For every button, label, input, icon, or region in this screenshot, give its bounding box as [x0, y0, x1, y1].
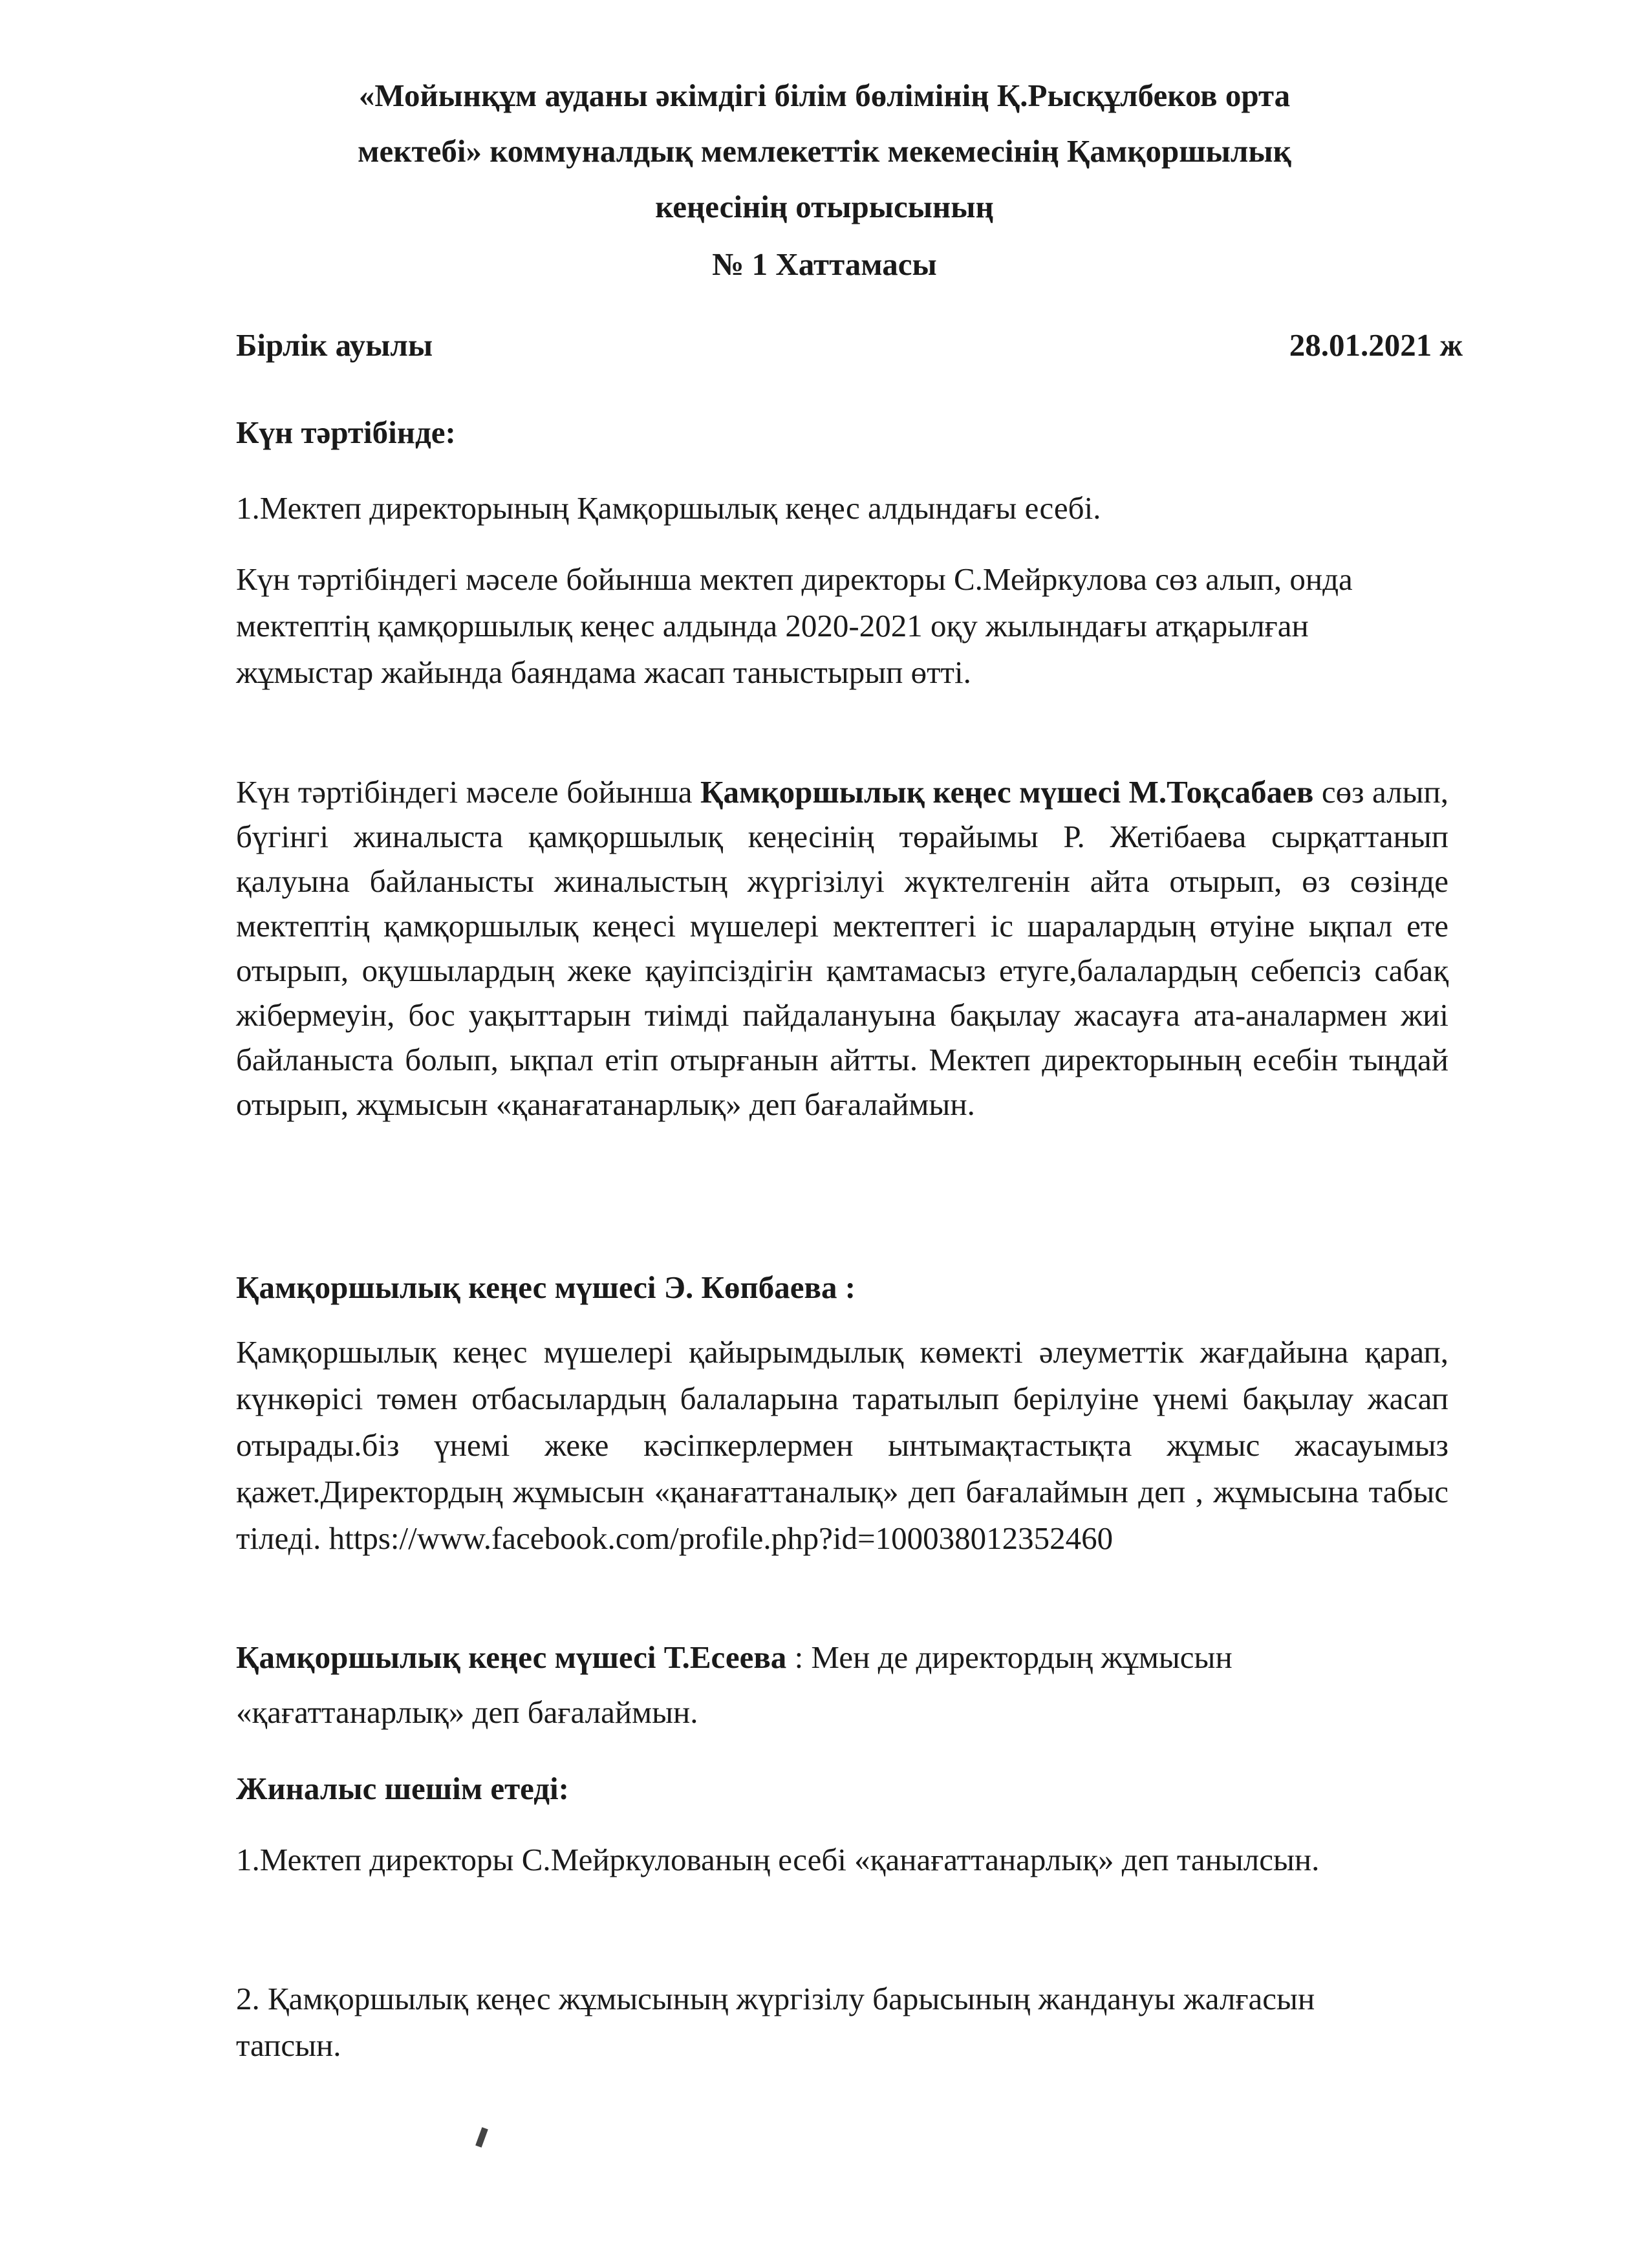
decision-title: Жиналыс шешім етеді:	[236, 1771, 569, 1806]
toksabaev-speech-paragraph	[236, 770, 1448, 1127]
toksabaev-speaker: Қамқоршылық кеңес мүшесі М.Тоқсабаев	[700, 774, 1314, 810]
protocol-number: № 1 Хаттамасы	[712, 246, 937, 282]
meeting-place: Бірлік ауылы	[236, 327, 433, 363]
eseeva-speaker: Қамқоршылық кеңес мүшесі Т.Есеева	[236, 1639, 787, 1675]
ink-mark	[475, 2127, 488, 2148]
agenda-item-1: 1.Мектеп директорының Қамқоршылық кеңес алдындағы есебі.	[236, 490, 1101, 526]
header-line-3: кеңесінің отырысының	[655, 189, 994, 224]
toksabaev-intro: Күн тәртібіндегі мәселе бойынша	[236, 774, 700, 810]
header-line-1: «Мойынқұм ауданы әкімдігі білім бөлімінің Қ.Рысқұлбеков орта	[358, 78, 1291, 113]
toksabaev-text: сөз алып, бүгінгі жиналыста қамқоршылық кеңесінің төрайымы Р. Жетібаева сырқаттанып қалуына байланысты жиналыстың жүргізілуі жүктелгенін айта отырып, өз сөзінде мектептің қамқоршылық кеңесі мүшелері мектептегі іс шаралардың өтуіне ықпал ете отырып, оқушылардың жеке қауіпсіздігін қамтамасыз етуге,балалардың себепсіз сабақ жібермеуін, бос уақыттарын тиімді пайдалануына бақылау жасауға ата-аналармен жиі байланыста болып, ықпал етіп отырғанын айтты. Мектеп директорының есебін тыңдай отырып, жұмысын «қанағатанарлық» деп бағалаймын.	[236, 774, 1448, 1122]
kopbaeva-speech-paragraph: Қамқоршылық кеңес мүшелері қайырымдылық көмекті әлеуметтік жағдайына қарап, күнкөрісі төмен отбасылардың балаларына таратылып берілуіне үнемі бақылау жасап отырады.біз үнемі жеке кәсіпкерлермен ынтымақтастықта жұмыс жасауымыз қажет.Директордың жұмысын «қанағаттаналық» деп бағалаймын деп , жұмысына табыс тіледі. https://www.facebook.com/profile.php?id=100038012352460	[236, 1334, 1448, 1556]
document-header	[194, 68, 1455, 235]
eseeva-speech-paragraph	[236, 1630, 1465, 1740]
agenda-title: Күн тәртібінде:	[236, 415, 456, 450]
kopbaeva-heading: Қамқоршылық кеңес мүшесі Э. Көпбаева :	[236, 1269, 856, 1305]
decision-item-2: 2. Қамқоршылық кеңес жұмысының жүргізілу барысының жандануы жалғасын тапсын.	[236, 1981, 1315, 2063]
decision-item-1: 1.Мектеп директоры С.Мейркулованың есебі «қанағаттанарлық» деп танылсын.	[236, 1842, 1320, 1877]
header-line-2: мектебі» коммуналдық мемлекеттік мекемесінің Қамқоршылық	[358, 133, 1291, 169]
director-report-paragraph: Күн тәртібіндегі мәселе бойынша мектеп директоры С.Мейркулова сөз алып, онда мектептің қамқоршылық кеңес алдында 2020-2021 оқу жылындағы атқарылған жұмыстар жайында баяндама жасап таныстырып өтті.	[236, 561, 1353, 690]
meeting-date: 28.01.2021 ж	[1289, 327, 1463, 363]
eseeva-text: : Мен де директордың жұмысын «қағаттанарлық» деп бағалаймын.	[236, 1639, 1233, 1730]
